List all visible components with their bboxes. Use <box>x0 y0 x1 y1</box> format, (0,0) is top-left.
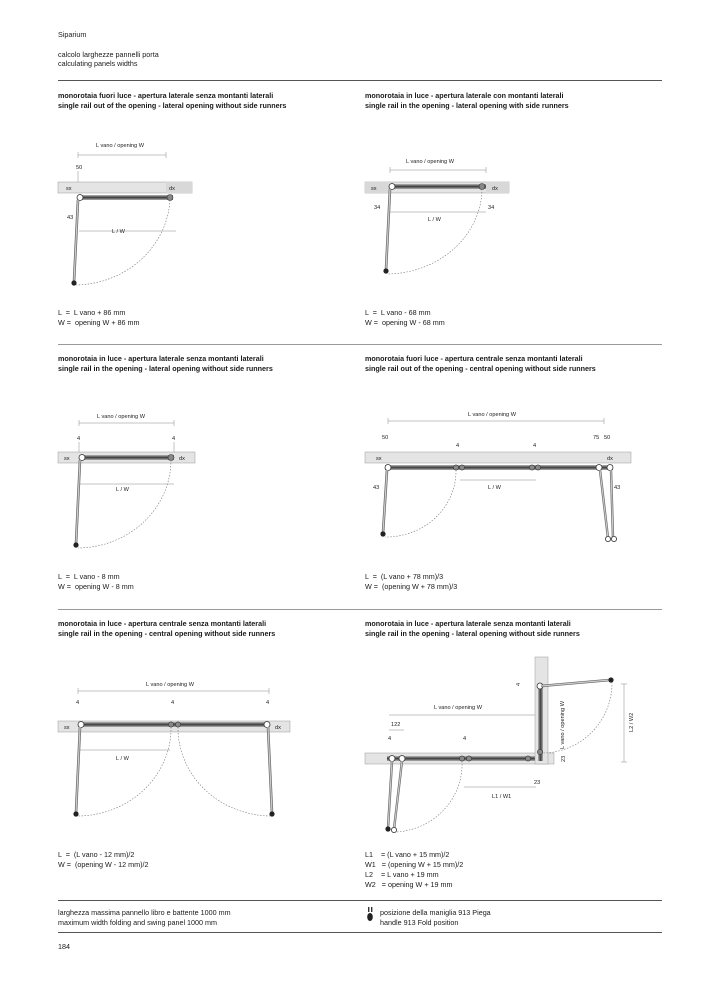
panel-2-title-it: monorotaia in luce - apertura laterale con montanti laterali <box>365 91 564 100</box>
panel-3-title-en: single rail in the opening - lateral opening without side runners <box>58 364 273 373</box>
d4-panel-label: L / W <box>488 485 501 491</box>
d4-dim-4a: 4 <box>456 443 460 449</box>
brand-title: Siparium <box>58 30 87 39</box>
d6-opening-v-label: L vano / opening W <box>560 701 566 749</box>
d6-dim-23a: 23 <box>534 780 541 786</box>
diagram-6 <box>365 657 635 833</box>
panel-6-formula-w1: W1 = (opening W + 15 mm)/2 <box>365 860 464 869</box>
d3-dim-4a: 4 <box>77 436 81 442</box>
panel-6-title-it: monorotaia in luce - apertura laterale senza montanti laterali <box>365 619 571 628</box>
d5-panel-label: L / W <box>116 756 129 762</box>
d5-dim-4a: 4 <box>76 700 80 706</box>
d5-opening-label: L vano / opening W <box>146 682 194 688</box>
d4-dim-43b: 43 <box>614 485 621 491</box>
d4-dim-4b: 4 <box>533 443 537 449</box>
d2-dim-34b: 34 <box>488 205 495 211</box>
handle-icon <box>367 907 373 921</box>
panel-6-title-en: single rail in the opening - lateral opening without side runners <box>365 629 580 638</box>
d2-opening-label: L vano / opening W <box>406 159 454 165</box>
d5-dim-4b: 4 <box>171 700 175 706</box>
page-number: 184 <box>58 942 70 951</box>
d1-sx: sx <box>66 186 72 192</box>
d1-panel-label: L / W <box>112 229 125 235</box>
diagram-4 <box>365 412 631 542</box>
d6-dim-4b: 4 <box>463 736 467 742</box>
footer-handle-it: posizione della maniglia 913 Piega <box>380 908 491 917</box>
diagram-3 <box>58 414 195 548</box>
d4-opening-label: L vano / opening W <box>468 412 516 418</box>
panel-2-formula-w: W = opening W - 68 mm <box>365 318 445 327</box>
d6-dim-23b: 23 <box>561 755 567 762</box>
d4-dim-75: 75 <box>593 435 600 441</box>
panel-6-formula-w2: W2 = opening W + 19 mm <box>365 880 453 889</box>
d6-dim-122: 122 <box>391 722 401 728</box>
d4-sx: sx <box>376 456 382 462</box>
panel-4-formula-w: W = (opening W + 78 mm)/3 <box>365 582 458 591</box>
d3-opening-label: L vano / opening W <box>97 414 145 420</box>
d1-dim-50: 50 <box>76 165 83 171</box>
d6-panel-v-label: L2 / W2 <box>629 712 635 732</box>
panel-5-title-it: monorotaia in luce - apertura centrale senza montanti laterali <box>58 619 267 628</box>
d6-dim-4c: 4 <box>516 682 522 686</box>
d1-opening-label: L vano / opening W <box>96 143 144 149</box>
d3-dx: dx <box>179 456 185 462</box>
footer-handle-en: handle 913 Fold position <box>380 918 459 927</box>
d1-handle <box>71 280 76 285</box>
panel-2-formula-l: L = L vano - 68 mm <box>365 308 431 317</box>
d4-dim-50a: 50 <box>382 435 389 441</box>
panel-1-formula-l: L = L vano + 86 mm <box>58 308 126 317</box>
d5-sx: sx <box>64 725 70 731</box>
d5-dim-4c: 4 <box>266 700 270 706</box>
panel-3-formula-w: W = opening W - 8 mm <box>58 582 134 591</box>
footer-note-en: maximum width folding and swing panel 1000 mm <box>58 918 218 927</box>
d1-dim-43: 43 <box>67 215 74 221</box>
panel-5-title-en: single rail in the opening - central opening without side runners <box>58 629 276 638</box>
page-subtitle-it: calcolo larghezze pannelli porta <box>58 50 159 59</box>
d3-panel-label: L / W <box>116 487 129 493</box>
d3-dim-4b: 4 <box>172 436 176 442</box>
d2-sx: sx <box>371 186 377 192</box>
d1-rail <box>78 195 173 200</box>
footer-note-it: larghezza massima pannello libro e battente 1000 mm <box>58 908 231 917</box>
panel-2-title-en: single rail in the opening - lateral opening with side runners <box>365 101 569 110</box>
d6-dim-4a: 4 <box>388 736 392 742</box>
d2-dim-34a: 34 <box>374 205 381 211</box>
panel-1-formula-w: W = opening W + 86 mm <box>58 318 140 327</box>
d2-dx: dx <box>492 186 498 192</box>
panel-3-title-it: monorotaia in luce - apertura laterale senza montanti laterali <box>58 354 264 363</box>
panel-4-title-it: monorotaia fuori luce - apertura centrale senza montanti laterali <box>365 354 583 363</box>
d1-dx: dx <box>169 186 175 192</box>
d3-sx: sx <box>64 456 70 462</box>
panel-6-formula-l1: L1 = (L vano + 15 mm)/2 <box>365 850 450 859</box>
panel-4-formula-l: L = (L vano + 78 mm)/3 <box>365 572 444 581</box>
d4-dx: dx <box>607 456 613 462</box>
d2-panel-label: L / W <box>428 217 441 223</box>
diagram-2 <box>365 159 509 274</box>
d6-opening-label: L vano / opening W <box>434 705 482 711</box>
panel-3-formula-l: L = L vano - 8 mm <box>58 572 120 581</box>
panel-5-formula-w: W = (opening W - 12 mm)/2 <box>58 860 149 869</box>
panel-6-formula-l2: L2 = L vano + 19 mm <box>365 870 439 879</box>
d4-dim-43a: 43 <box>373 485 380 491</box>
panel-5-formula-l: L = (L vano - 12 mm)/2 <box>58 850 135 859</box>
diagram-1 <box>58 143 192 286</box>
diagram-5 <box>58 682 290 817</box>
d4-dim-50b: 50 <box>604 435 611 441</box>
panel-1-title-it: monorotaia fuori luce - apertura laterale senza montanti laterali <box>58 91 274 100</box>
page-subtitle-en: calculating panels widths <box>58 59 138 68</box>
panel-4-title-en: single rail out of the opening - central opening without side runners <box>365 364 596 373</box>
d5-dx: dx <box>275 725 281 731</box>
panel-1-title-en: single rail out of the opening - lateral opening without side runners <box>58 101 287 110</box>
d6-panel-label: L1 / W1 <box>492 794 512 800</box>
d2-rail <box>390 184 486 189</box>
